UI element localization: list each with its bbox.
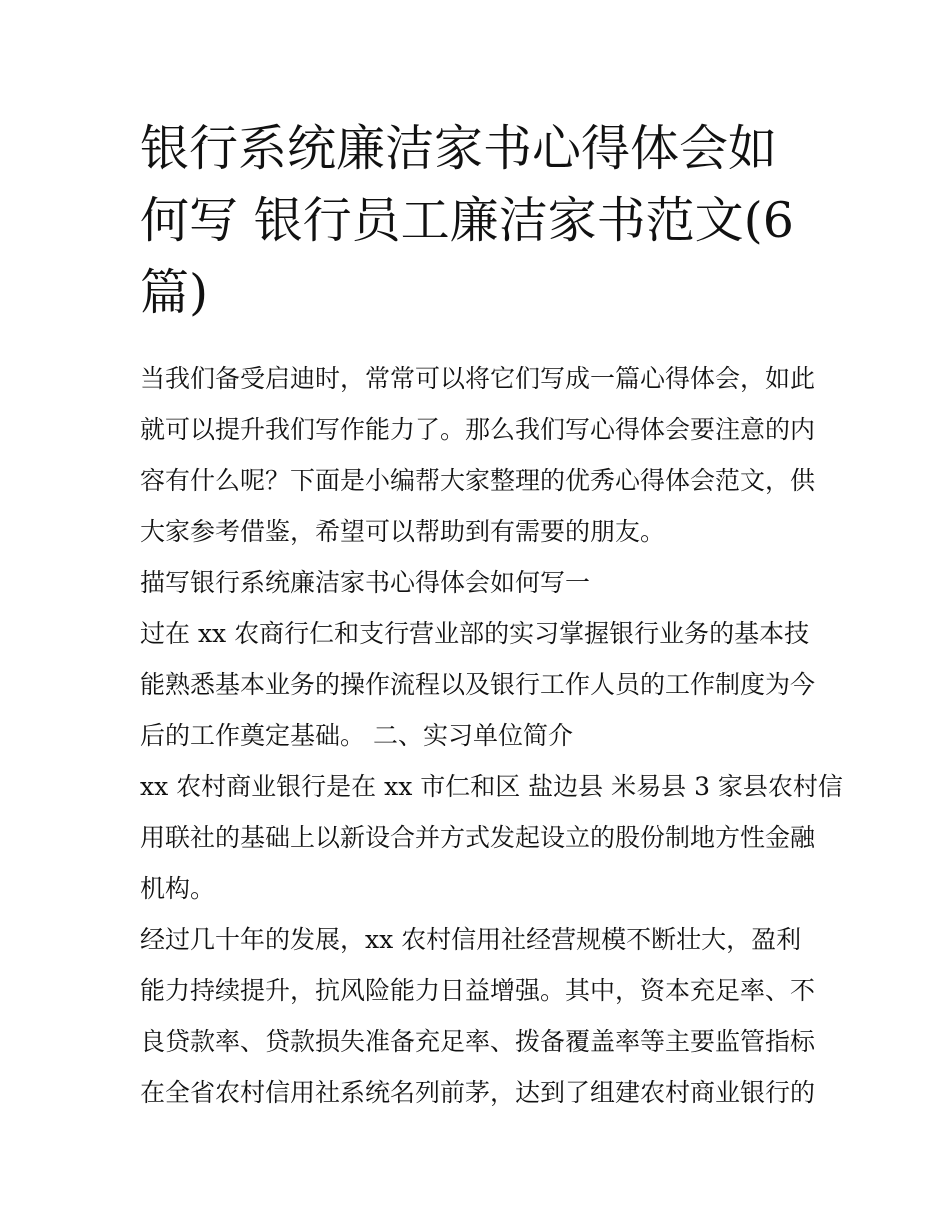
body-line: 大家参考借鉴，希望可以帮助到有需要的朋友。 bbox=[140, 517, 666, 546]
body-line: 能力持续提升，抗风险能力日益增强。其中，资本充足率、不 bbox=[140, 976, 816, 1005]
body-line: 经过几十年的发展，xx 农村信用社经营规模不断壮大，盈利 bbox=[140, 925, 802, 954]
body-line: 能熟悉基本业务的操作流程以及银行工作人员的工作制度为今 bbox=[140, 670, 816, 699]
document-title bbox=[140, 113, 825, 329]
body-line: 良贷款率、贷款损失准备充足率、拨备覆盖率等主要监管指标 bbox=[140, 1027, 816, 1056]
document-body bbox=[140, 358, 843, 1123]
body-line: 当我们备受启迪时，常常可以将它们写成一篇心得体会，如此 bbox=[140, 364, 816, 393]
body-line: 后的工作奠定基础。 二、实习单位简介 bbox=[140, 721, 573, 750]
title-line-2: 何写 银行员工廉洁家书范文(6 bbox=[140, 192, 794, 249]
body-line: 过在 xx 农商行仁和支行营业部的实习掌握银行业务的基本技 bbox=[140, 619, 810, 648]
body-line: 在全省农村信用社系统名列前茅，达到了组建农村商业银行的 bbox=[140, 1078, 816, 1107]
title-line-1: 银行系统廉洁家书心得体会如 bbox=[140, 120, 778, 177]
body-line: 用联社的基础上以新设合并方式发起设立的股份制地方性金融 bbox=[140, 823, 816, 852]
body-line: xx 农村商业银行是在 xx 市仁和区 盐边县 米易县 3 家县农村信 bbox=[140, 772, 843, 801]
body-line: 容有什么呢？下面是小编帮大家整理的优秀心得体会范文，供 bbox=[140, 466, 816, 495]
title-line-3: 篇) bbox=[140, 264, 209, 321]
section-heading: 描写银行系统廉洁家书心得体会如何写一 bbox=[140, 568, 591, 597]
body-line: 就可以提升我们写作能力了。那么我们写心得体会要注意的内 bbox=[140, 415, 816, 444]
body-line: 机构。 bbox=[140, 874, 216, 903]
